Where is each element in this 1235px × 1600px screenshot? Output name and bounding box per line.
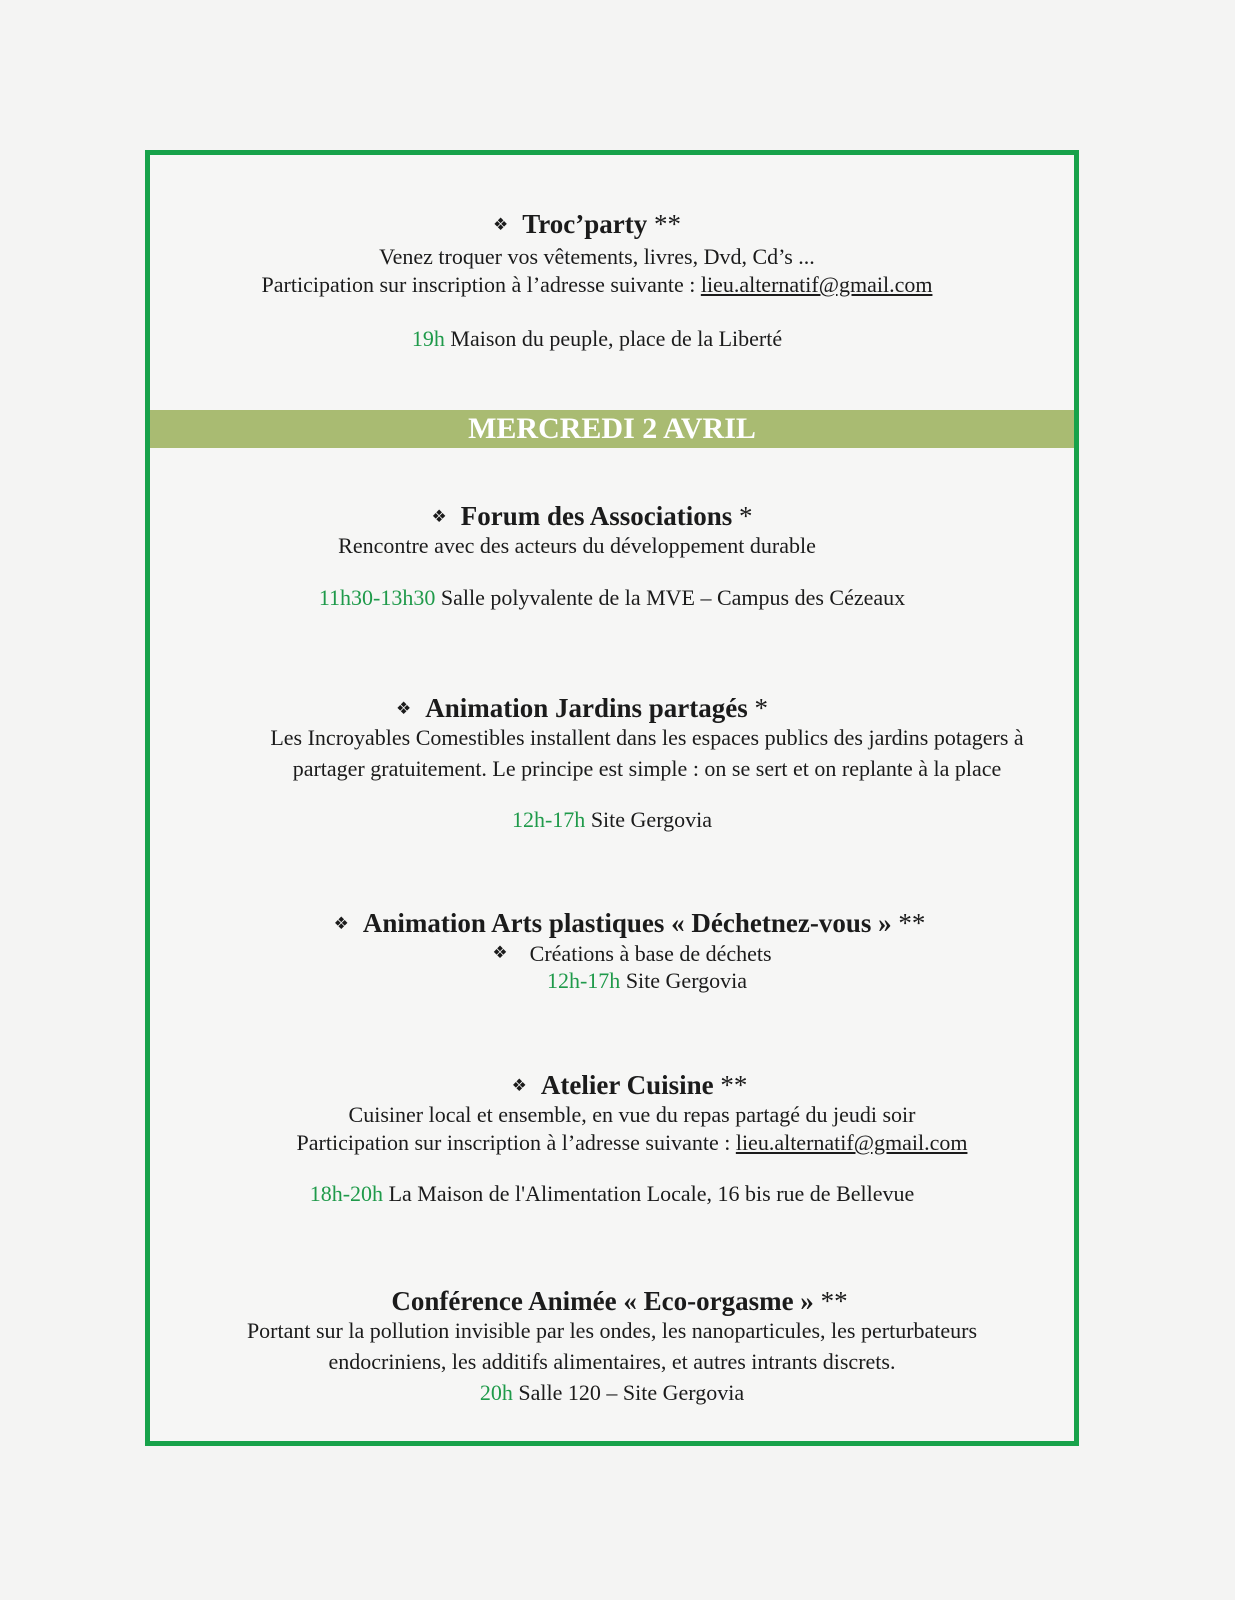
jardins-time: 12h-17h <box>511 807 586 832</box>
troc-time: 19h <box>411 326 445 351</box>
conference-place: Salle 120 – Site Gergovia <box>518 1380 745 1405</box>
conference-desc-2: endocriniens, les additifs alimentaires, et autres intrants discrets. <box>328 1349 896 1374</box>
arts-place: Site Gergovia <box>625 968 747 993</box>
jardins-title-text: Animation Jardins partagés <box>425 693 748 723</box>
cuisine-inscription <box>190 1129 1074 1157</box>
cuisine-time: 18h-20h <box>309 1181 384 1206</box>
troc-inscription <box>120 271 1074 299</box>
day-header: MERCREDI 2 AVRIL <box>150 410 1074 448</box>
forum-stars: * <box>739 501 753 531</box>
jardins-desc-2: partager gratuitement. Le principe est simple : on se sert et on replante à la place <box>292 756 1002 781</box>
diamond-bullet-icon: ❖ <box>395 699 412 718</box>
troc-inscription-text: Participation sur inscription à l’adresse suivante : <box>261 272 696 297</box>
troc-place: Maison du peuple, place de la Liberté <box>450 326 783 351</box>
jardins-when <box>150 806 1074 834</box>
program-frame <box>145 150 1079 1446</box>
jardins-place: Site Gergovia <box>590 807 712 832</box>
jardins-stars: * <box>754 693 769 723</box>
cuisine-inscription-text: Participation sur inscription à l’adresse suivante : <box>296 1130 731 1155</box>
forum-time: 11h30-13h30 <box>318 585 436 610</box>
cuisine-title-text: Atelier Cuisine <box>540 1070 714 1100</box>
forum-desc: Rencontre avec des acteurs du développement durable <box>338 533 816 558</box>
forum-place: Salle polyvalente de la MVE – Campus des Cézeaux <box>440 585 906 610</box>
conference-title-text: Conférence Animée « Eco-orgasme » <box>391 1286 814 1316</box>
diamond-bullet-icon: ❖ <box>431 507 447 526</box>
diamond-bullet-icon: ❖ <box>333 914 349 933</box>
arts-desc <box>190 939 1074 968</box>
conference-title <box>165 1285 1074 1317</box>
troc-when <box>120 325 1074 353</box>
troc-title <box>100 208 1074 241</box>
cuisine-when <box>150 1180 1074 1208</box>
cuisine-stars: ** <box>720 1070 748 1100</box>
cuisine-place: La Maison de l'Alimentation Locale, 16 bis rue de Bellevue <box>388 1181 915 1206</box>
conference-when <box>150 1379 1074 1407</box>
diamond-bullet-icon: ❖ <box>493 215 509 234</box>
forum-title <box>110 500 1074 533</box>
jardins-title <box>90 692 1074 725</box>
cuisine-desc: Cuisiner local et ensemble, en vue du repas partagé du jeudi soir <box>348 1102 916 1127</box>
cuisine-title <box>185 1069 1074 1102</box>
arts-stars: ** <box>898 908 926 938</box>
arts-time: 12h-17h <box>546 968 621 993</box>
diamond-bullet-icon: ❖ <box>511 1076 527 1095</box>
arts-desc-text: Créations à base de déchets <box>529 941 772 966</box>
forum-title-text: Forum des Associations <box>460 501 733 531</box>
jardins-desc-1: Les Incroyables Comestibles installent dans les espaces publics des jardins potagers à <box>270 725 1024 750</box>
troc-desc: Venez troquer vos vêtements, livres, Dvd, Cd’s ... <box>379 244 815 269</box>
troc-stars: ** <box>653 209 681 239</box>
conference-desc-1: Portant sur la pollution invisible par les ondes, les nanoparticules, les perturbateurs <box>246 1318 978 1343</box>
arts-title-text: Animation Arts plastiques « Déchetnez-vous » <box>362 908 892 938</box>
cuisine-email-link[interactable]: lieu.alternatif@gmail.com <box>735 1130 968 1155</box>
conference-time: 20h <box>479 1380 513 1405</box>
arts-title <box>185 907 1074 940</box>
diamond-bullet-icon: ❖ <box>492 943 508 962</box>
conference-stars: ** <box>820 1286 848 1316</box>
troc-email-link[interactable]: lieu.alternatif@gmail.com <box>700 272 933 297</box>
forum-when <box>150 584 1074 612</box>
arts-when <box>220 967 1074 995</box>
troc-title-text: Troc’party <box>522 209 648 239</box>
